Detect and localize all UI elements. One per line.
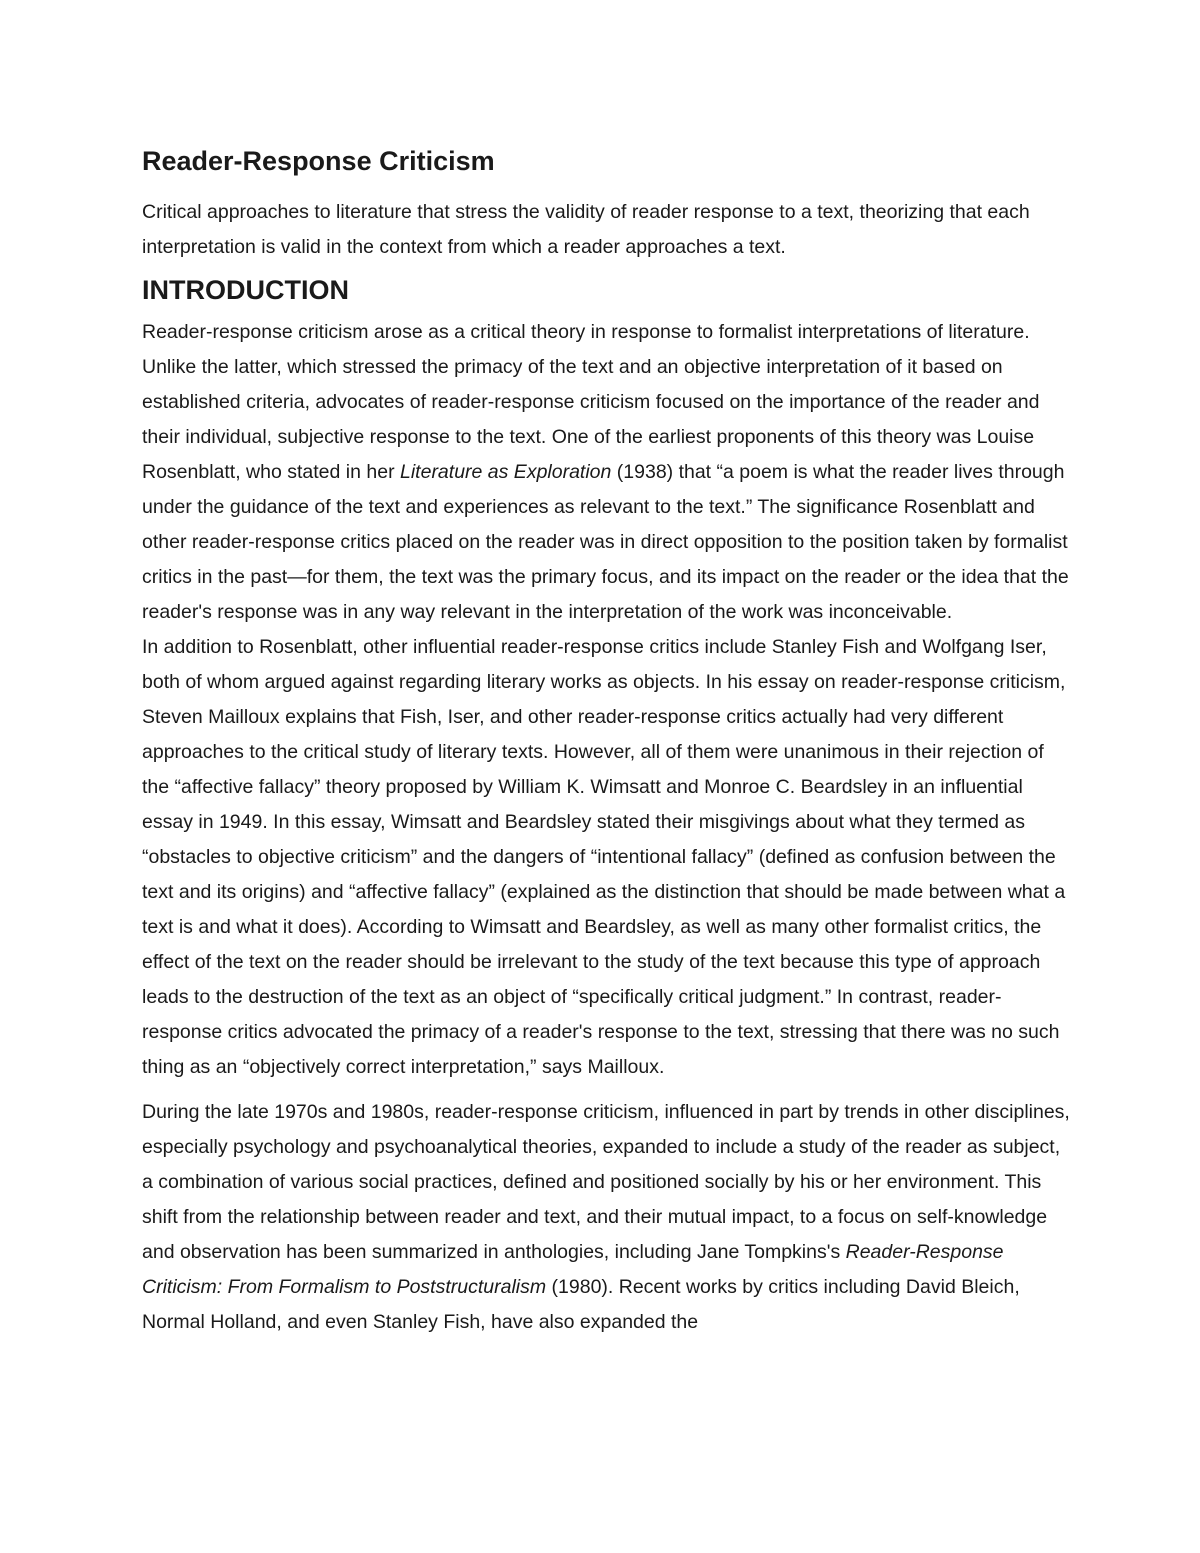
paragraph-3-text-a: During the late 1970s and 1980s, reader-response criticism, influenced in part by trends in other disciplines, especially psychology and psychoanalytical theories, expanded to include a study of the reader as subject, a combination of various social practices, defined and positioned socially by his or her environment. This shift from the relationship between reader and text, and their mutual impact, to a focus on self-knowledge and observation has been summarized in anthologies, including Jane Tompkins's bbox=[142, 1101, 1070, 1263]
paragraph-3-text-b: (1980). Recent works by critics including David Bleich, Normal Holland, and even Stanley Fish, have also expanded the bbox=[142, 1276, 1020, 1333]
document-page bbox=[142, 143, 1072, 1340]
document-title: Reader-Response Criticism bbox=[142, 146, 495, 176]
paragraph-2: In addition to Rosenblatt, other influential reader-response critics include Stanley Fish and Wolfgang Iser, both of whom argued against regarding literary works as objects. In his essay on reader-response criticism, Steven Mailloux explains that Fish, Iser, and other reader-response critics actually had very different approaches to the critical study of literary texts. However, all of them were unanimous in their rejection of the “affective fallacy” theory proposed by William K. Wimsatt and Monroe C. Beardsley in an influential essay in 1949. In this essay, Wimsatt and Beardsley stated their misgivings about what they termed as “obstacles to objective criticism” and the dangers of “intentional fallacy” (defined as confusion between the text and its origins) and “affective fallacy” (explained as the distinction that should be made between what a text is and what it does). According to Wimsatt and Beardsley, as well as many other formalist critics, the effect of the text on the reader should be irrelevant to the study of the text because this type of approach leads to the destruction of the text as an object of “specifically critical judgment.” In contrast, reader-response critics advocated the primacy of a reader's response to the text, stressing that there was no such thing as an “objectively correct interpretation,” says Mailloux. bbox=[142, 636, 1066, 1078]
paragraph-3-book-title: Reader-Response Criticism: From Formalism to Poststructuralism bbox=[142, 1241, 1004, 1298]
paragraph-1-text-a: Reader-response criticism arose as a critical theory in response to formalist interpretations of literature. Unlike the latter, which stressed the primacy of the text and an objective interpretation of it based on established criteria, advocates of reader-response criticism focused on the importance of the reader and their individual, subjective response to the text. One of the earliest proponents of this theory was Louise Rosenblatt, who stated in her bbox=[142, 321, 1040, 483]
section-heading-introduction: INTRODUCTION bbox=[142, 275, 349, 305]
paragraph-3 bbox=[142, 1095, 1072, 1340]
document-subtitle: Critical approaches to literature that stress the validity of reader response to a text, theorizing that each interpretation is valid in the context from which a reader approaches a text. bbox=[142, 201, 1030, 258]
paragraph-1-text-b: (1938) that “a poem is what the reader lives through under the guidance of the text and experiences as relevant to the text.” The significance Rosenblatt and other reader-response critics placed on the reader was in direct opposition to the position taken by formalist critics in the past—for them, the text was the primary focus, and its impact on the reader or the idea that the reader's response was in any way relevant in the interpretation of the work was inconceivable. bbox=[142, 461, 1069, 623]
paragraph-1-book-title: Literature as Exploration bbox=[400, 461, 612, 483]
paragraph-1 bbox=[142, 315, 1072, 630]
